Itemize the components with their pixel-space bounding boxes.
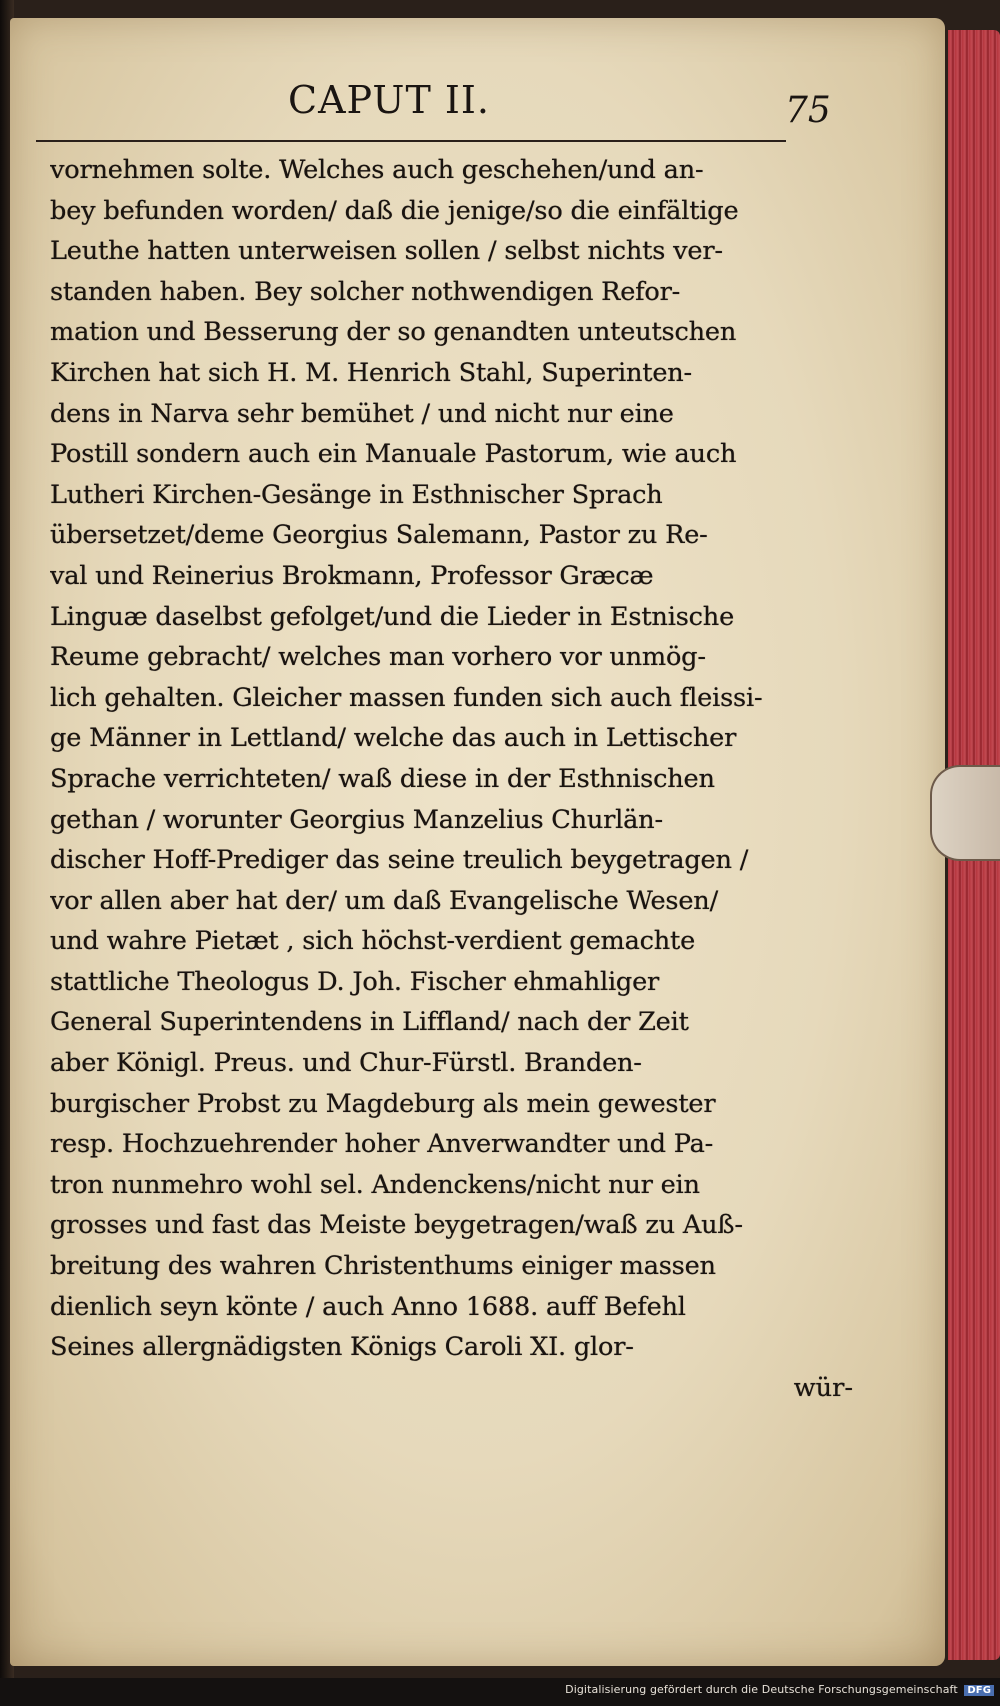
text-line: vor allen aber hat der/ um daß Evangelische Wesen/ [50,885,719,916]
text-line: Seines allergnädigsten Königs Caroli XI. glor- [50,1332,634,1363]
text-line: dens in Narva sehr bemühet / und nicht nur eine [50,398,674,429]
page-number: 75 [785,90,831,131]
text-line: Kirchen hat sich H. M. Henrich Stahl, Superinten- [50,357,692,388]
text-line: vornehmen solte. Welches auch geschehen/und an- [50,155,704,185]
text-line: Reume gebracht/ welches man vorhero vor unmög- [50,642,706,673]
page-header [60,72,870,132]
text-line: tron nunmehro wohl sel. Andenckens/nicht nur ein [50,1169,700,1200]
text-line: gethan / worunter Georgius Manzelius Churlän- [50,804,663,835]
text-line: Sprache verrichteten/ waß diese in der Esthnischen [50,763,715,794]
text-line: resp. Hochzuehrender hoher Anverwandter und Pa- [50,1129,714,1160]
bookmark-ribbon [930,765,1000,861]
text-line: bey befunden worden/ daß die jenige/so die einfältige [50,195,739,226]
text-line: General Superintendens in Liffland/ nach der Zeit [50,1007,689,1038]
credit-text: Digitalisierung gefördert durch die Deutsche Forschungsgemeinschaft [565,1683,958,1696]
text-line: Leuthe hatten unterweisen sollen / selbst nichts ver- [50,236,723,267]
text-line: Linguæ daselbst gefolget/und die Lieder in Estnische [50,601,735,632]
text-line: wür- [793,1372,853,1403]
text-line: aber Königl. Preus. und Chur-Fürstl. Branden- [50,1048,642,1079]
text-line: standen haben. Bey solcher nothwendigen Refor- [50,276,681,307]
text-line: discher Hoff-Prediger das seine treulich beygetragen / [50,845,749,876]
text-line: breitung des wahren Christenthums einiger massen [50,1251,716,1282]
text-line: ge Männer in Lettland/ welche das auch in Lettischer [50,723,737,754]
text-line: Lutheri Kirchen-Gesänge in Esthnischer Sprach [50,479,663,510]
chapter-heading: CAPUT II. [288,78,490,122]
digitization-credit [565,1683,994,1696]
text-line: grosses und fast das Meiste beygetragen/waß zu Auß- [50,1210,743,1241]
text-line: mation und Besserung der so genandten unteutschen [50,317,737,348]
dfg-logo: DFG [964,1685,994,1696]
text-line: Postill sondern auch ein Manuale Pastorum, wie auch [50,439,737,470]
text-line: dienlich seyn könte / auch Anno 1688. auff Befehl [50,1291,686,1322]
text-line: lich gehalten. Gleicher massen funden sich auch fleissi- [50,682,763,713]
header-rule [36,140,786,142]
text-line: stattliche Theologus D. Joh. Fischer ehmahliger [50,966,660,997]
text-line: und wahre Pietæt , sich höchst-verdient gemachte [50,926,696,957]
text-line: übersetzet/deme Georgius Salemann, Pastor zu Re- [50,520,708,551]
body-text [50,150,865,1408]
text-line: val und Reinerius Brokmann, Professor Græcæ [50,560,654,591]
text-line: burgischer Probst zu Magdeburg als mein gewester [50,1088,716,1119]
